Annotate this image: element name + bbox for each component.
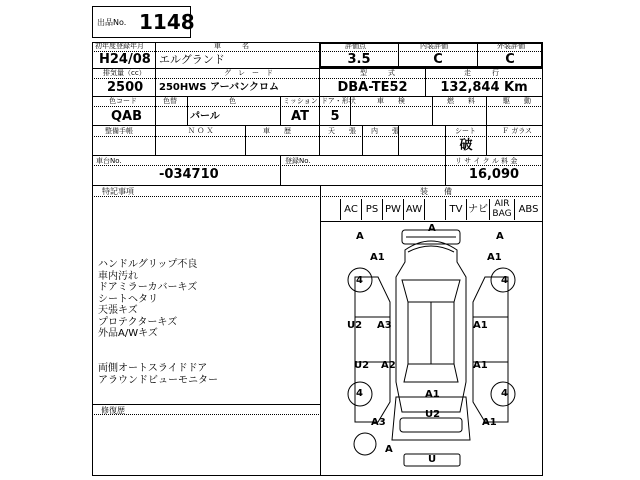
remark-item: アラウンドビューモニター [98,374,218,386]
model-code: DBA-TE52 [337,80,408,95]
h-color: 色 [229,97,236,105]
h-first-registration: 初年度登録年月 [95,42,144,50]
remark-item: 両側オートスライドドア [98,363,208,374]
damage-rear-right-corner: A1 [482,417,497,428]
seat-condition: 破 [459,138,473,153]
h-fuel: 燃 料 [447,97,475,105]
damage-left-rear-door-u2: U2 [354,360,370,371]
h-doors: ドア・形状 [321,97,356,105]
damage-left-front-door-a3: A3 [377,320,392,331]
equip-aw: AW [403,199,425,220]
first-registration: H24/08 [99,52,151,67]
equip-pw: PW [382,199,403,220]
damage-rear-panel: A1 [425,389,440,400]
remark-item [98,340,318,352]
lot-number: 1148 [139,10,195,34]
color: パール [190,111,220,122]
h-repair-history: 修復歴 [101,406,125,415]
left-side-outline [355,277,390,422]
mileage: 132,844 Km [440,80,528,95]
lot-box [92,6,195,38]
h-exterior-grade: 外装評価 [497,42,525,50]
h-displacement: 排気量（cc） [103,69,146,77]
interior-grade: C [433,52,443,67]
recycle-fee: 16,090 [468,167,520,182]
h-color-change: 色替 [163,97,177,105]
h-car-name: 車 名 [214,42,249,50]
remarks-list [98,259,318,386]
equip-airbag: AIR BAG [489,199,514,220]
equip-abs: ABS [514,199,542,220]
tire-front-right-depth: 4 [501,275,508,286]
h-drive: 駆 動 [503,97,531,105]
h-front-glass: Ｆ ガラス [502,127,533,135]
h-chassis-number: 車台No. [96,157,122,165]
h-grade: グ レ ー ド [224,69,273,77]
remark-item: 車内汚れ [98,270,138,282]
damage-bottom-a: A [385,444,393,455]
damage-front: A [428,223,436,234]
h-interior-grade: 内装評価 [420,42,448,50]
grade: 250HWS アーバンクロム [159,82,279,93]
displacement: 2500 [107,80,144,95]
equip-ac: AC [340,199,361,220]
tire-rear-right-depth: 4 [501,388,508,399]
damage-left-rear-door-a2: A2 [381,360,396,371]
equip-tv: TV [445,199,466,220]
h-equipment: 装 備 [420,187,452,196]
lot-label: 出品No. [97,18,127,27]
damage-rear-bumper: U2 [425,409,441,420]
tire-rear-left-depth: 4 [356,388,363,399]
h-registration-number: 登録No. [285,157,311,165]
remark-item: ドアミラーカバーキズ [98,282,198,293]
h-color-code: 色コード [109,97,137,105]
h-seat: シート [455,127,476,135]
exterior-grade: C [505,52,515,67]
damage-bottom-u: U [428,454,437,465]
h-mileage: 走 行 [464,69,499,77]
tire-front-left-depth: 4 [356,275,363,286]
h-ceiling: 天 張 [328,127,356,135]
damage-left-front-door-u2: U2 [347,320,363,331]
car-damage-diagram [320,222,543,472]
h-service-book: 整備手帳 [105,127,133,135]
damage-right-fender: A1 [487,252,502,263]
damage-left-fender: A1 [370,252,385,263]
h-recycle-fee: リ サ イ ク ル 料 金 [455,157,518,165]
h-remarks: 特記事項 [102,187,134,196]
remark-item: 天張キズ [98,305,138,316]
chassis-number: -034710 [159,167,219,182]
transmission: AT [291,109,309,124]
damage-front-left-corner: A [356,231,364,242]
equip-navi: ナビ [466,199,489,220]
color-code: QAB [111,109,143,124]
h-interior-panel: 内 張 [371,127,399,135]
remark-item: プロテクターキズ [98,316,178,328]
doors: 5 [330,109,340,124]
h-history: 車 歴 [263,127,291,135]
equip-blank [424,199,444,220]
damage-right-rear-door: A1 [473,360,488,371]
damage-front-right-corner: A [496,231,504,242]
tire-spare [354,433,376,455]
remark-item: ハンドルグリップ不良 [98,259,198,270]
h-transmission: ミッション [283,97,318,105]
h-score: 評価点 [345,42,366,50]
score: 3.5 [347,52,371,67]
h-nox: Ｎ Ｏ Ｘ [188,127,214,135]
damage-right-front-door: A1 [473,320,488,331]
h-inspection: 車 検 [377,97,405,105]
damage-rear-left-corner: A3 [371,417,386,428]
remark-item: シートヘタリ [98,293,158,305]
car-name: エルグランド [159,53,225,66]
h-model: 型 式 [360,69,395,77]
remark-item: 外品A/Wキズ [98,328,158,339]
right-side-outline [473,277,508,422]
equip-ps: PS [361,199,382,220]
equipment-row [340,199,542,221]
